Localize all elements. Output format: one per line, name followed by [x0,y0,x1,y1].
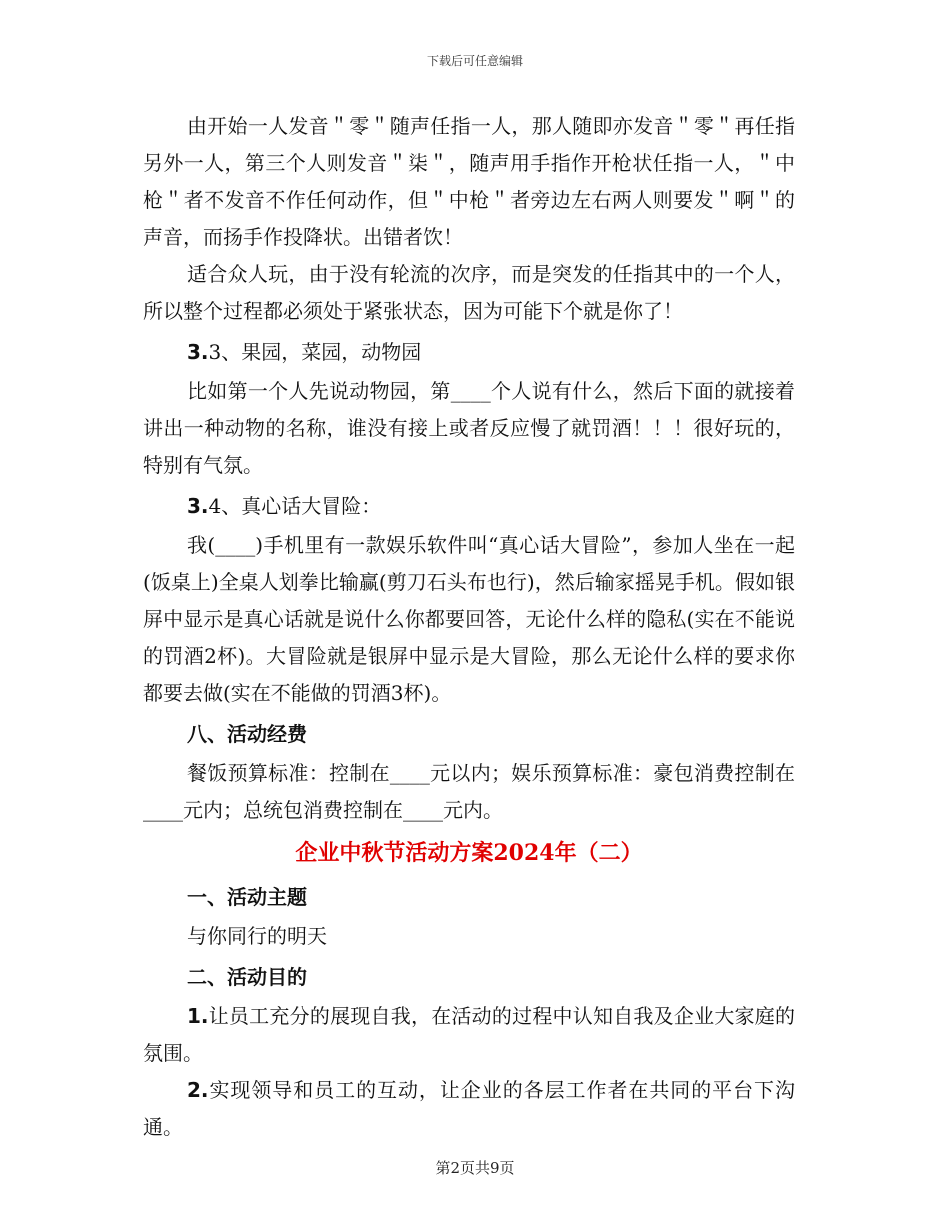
subheading-text: 4、真心话大冒险： [208,494,382,518]
page-header: 下载后可任意编辑 [426,54,523,68]
section-title: 企业中秋节活动方案2024年（二） [295,840,643,866]
heading-activity-purpose: 二、活动目的 [187,965,307,989]
paragraph-budget: 餐饭预算标准：控制在____元以内；娱乐预算标准：豪包消费控制在____元内；总统包消费控制在____元内。 [143,761,795,822]
subheading-number: 3. [187,494,209,518]
list-number: 2. [187,1078,209,1102]
list-item-1 [143,998,795,1072]
paragraph-truth-or-dare: 我(____)手机里有一款娱乐软件叫“真心话大冒险”，参加人坐在一起(饭桌上)全桌人划拳比输赢(剪刀石头布也行)，然后输家摇晃手机。假如银屏中显示是真心话就是说什么你都要回答，无论什么样的隐私(实在不能说的罚酒2杯)。大冒险就是银屏中显示是大冒险，那么无论什么样的要求你都要去做(实在不能做的罚酒3杯)。 [143,533,795,705]
paragraph-game-note: 适合众人玩，由于没有轮流的次序，而是突发的任指其中的一个人，所以整个过程都必须处于紧张状态，因为可能下个就是你了！ [143,262,795,323]
subheading-3-4 [143,488,795,525]
document-body [143,108,795,1146]
paragraph-theme: 与你同行的明天 [187,924,327,948]
heading-activity-theme: 一、活动主题 [187,885,307,909]
subheading-number: 3. [187,340,209,364]
list-number: 1. [187,1004,209,1028]
paragraph-game-rules: 由开始一人发音＂零＂随声任指一人，那人随即亦发音＂零＂再任指另外一人，第三个人则发音＂柒＂，随声用手指作开枪状任指一人，＂中枪＂者不发音不作任何动作，但＂中枪＂者旁边左右两人则要发＂啊＂的声音，而扬手作投降状。出错者饮！ [143,114,795,249]
page-footer: 第2页共9页 [435,1159,515,1177]
list-text: 让员工充分的展现自我，在活动的过程中认知自我及企业大家庭的氛围。 [143,1004,795,1065]
subheading-text: 3、果园，菜园，动物园 [208,340,422,364]
paragraph-zoo-game: 比如第一个人先说动物园，第____个人说有什么，然后下面的就接着讲出一种动物的名称，谁没有接上或者反应慢了就罚酒！！！很好玩的，特别有气氛。 [143,379,795,477]
heading-activity-budget: 八、活动经费 [187,722,307,746]
subheading-3-3 [143,334,795,371]
list-item-2 [143,1072,795,1146]
list-text: 实现领导和员工的互动，让企业的各层工作者在共同的平台下沟通。 [143,1078,795,1139]
